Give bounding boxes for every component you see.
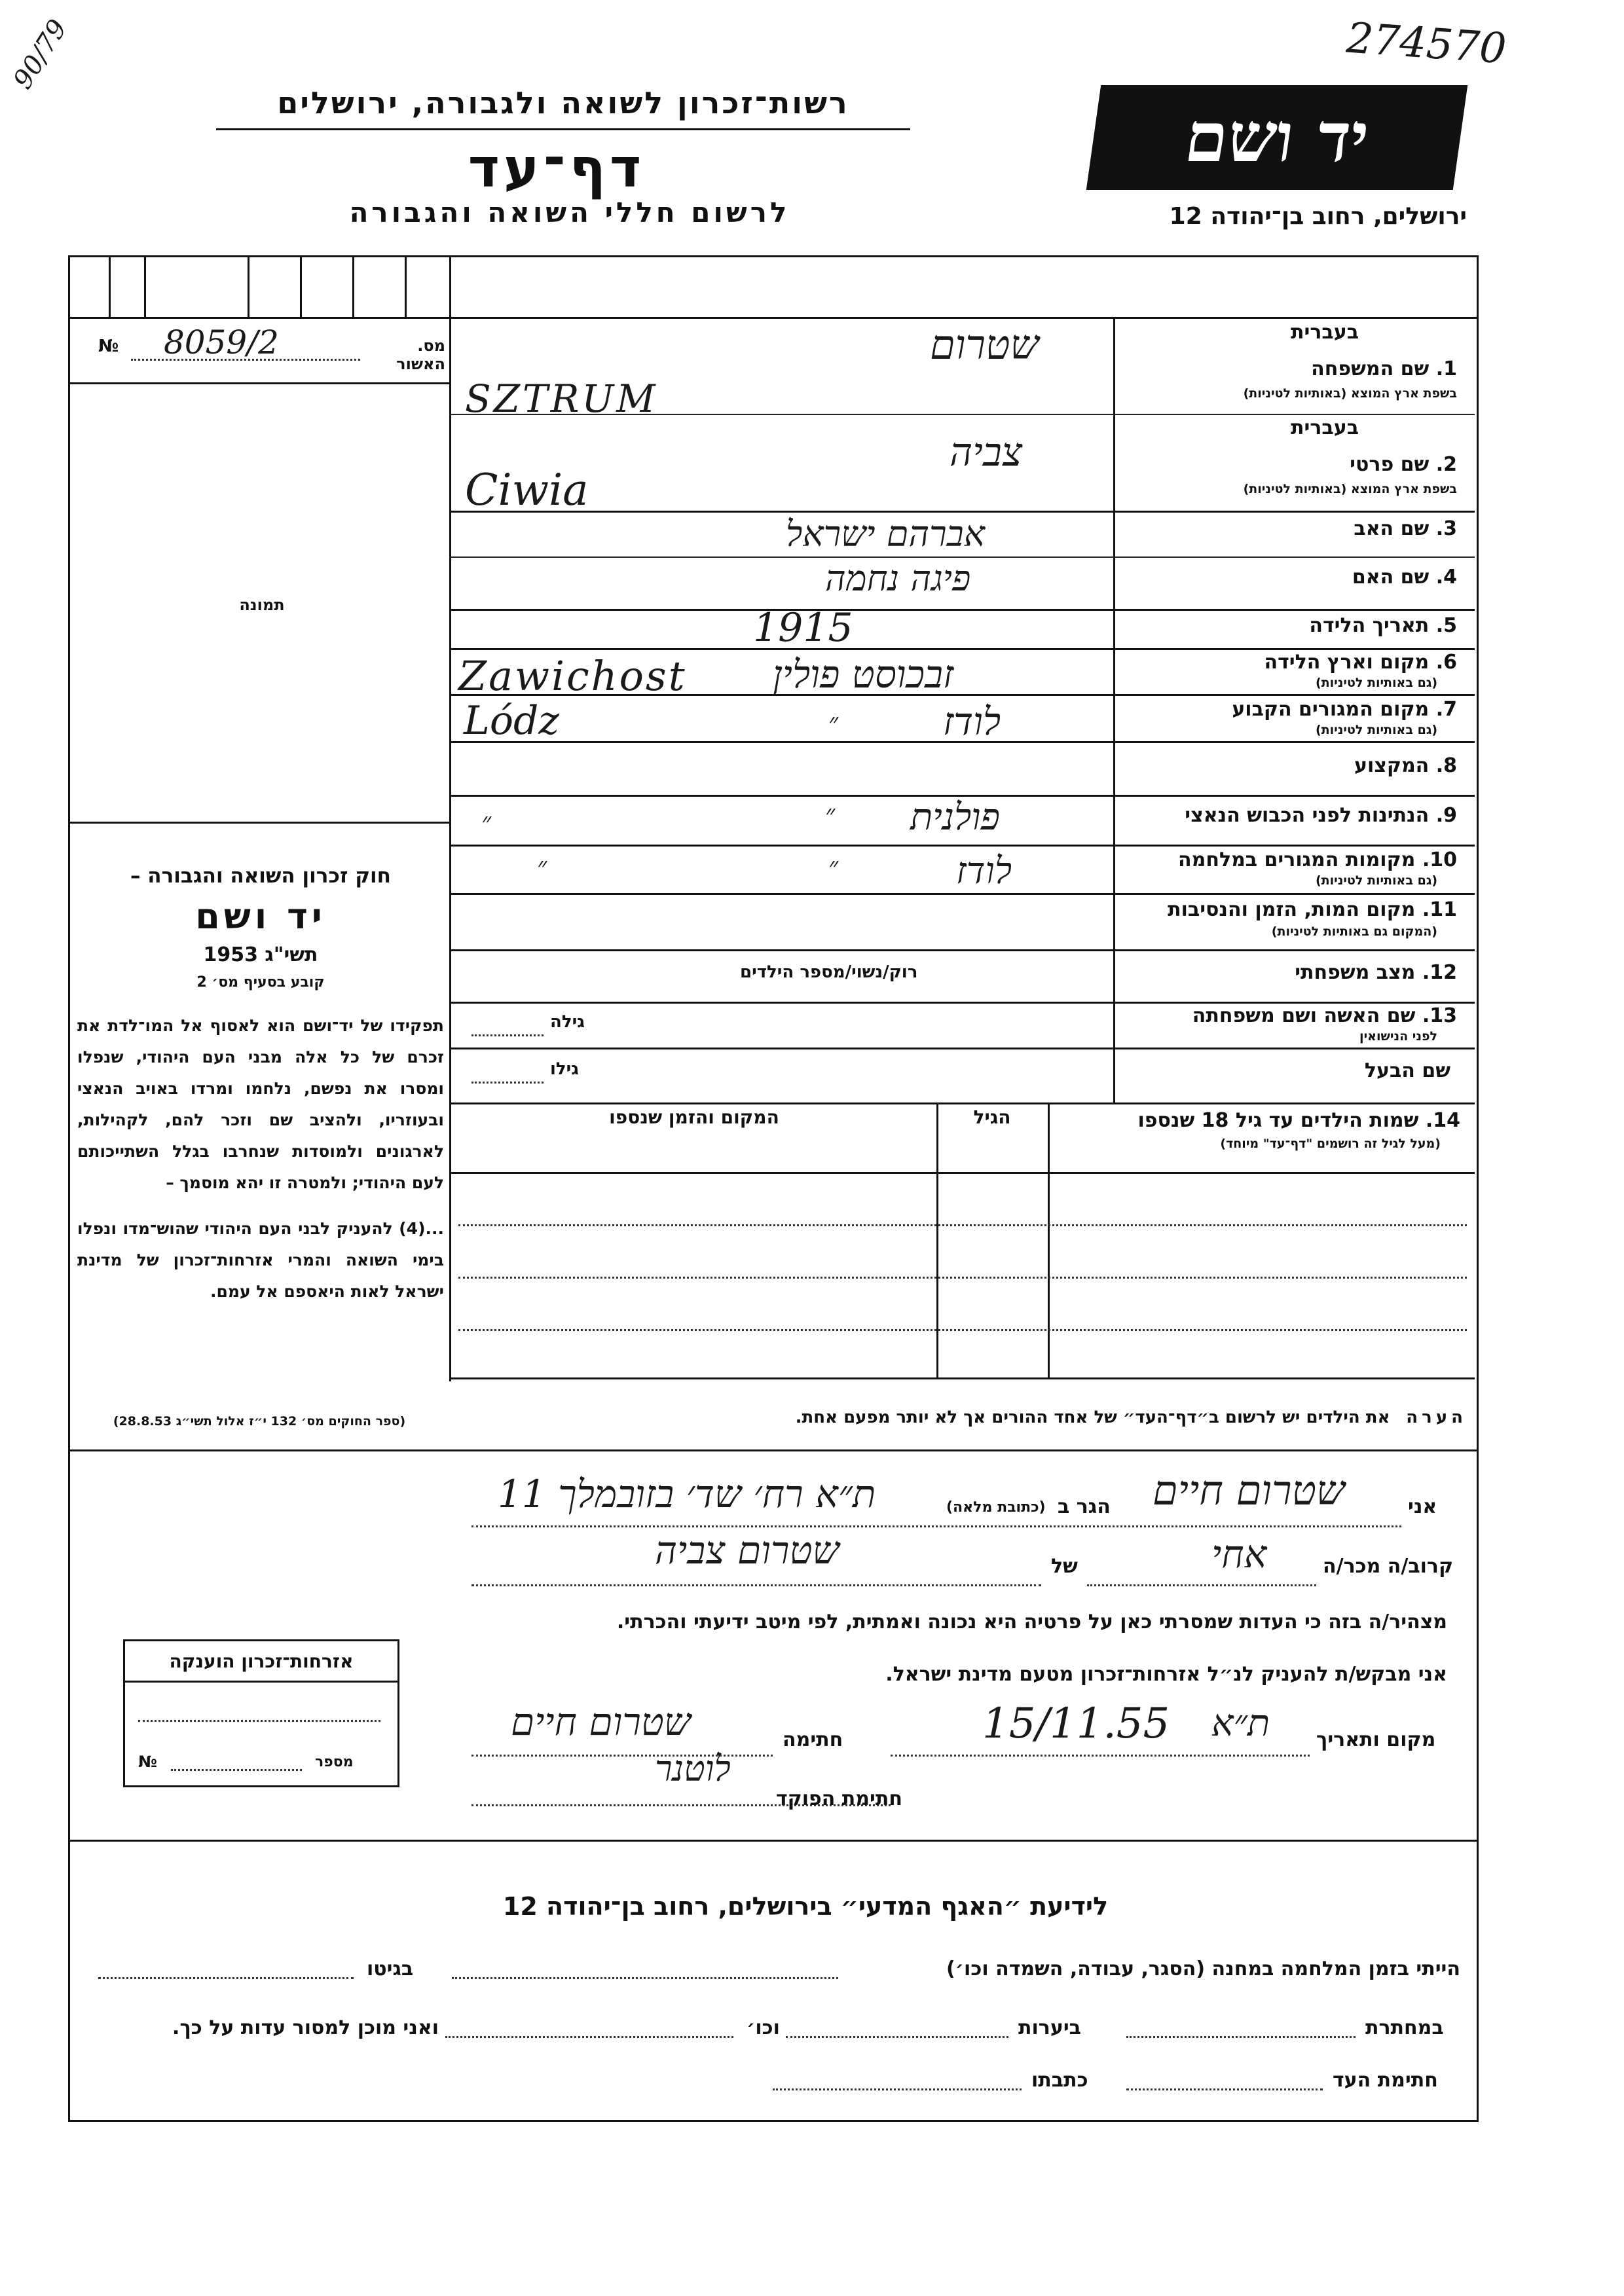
dept-forests: ביערות <box>1018 2016 1081 2039</box>
form-title: דף־עד <box>468 137 646 200</box>
field-9-ditto-2: ״ <box>481 807 492 837</box>
decl-request: אני מבקש/ת להעניק לנ״ל אזרחות־זכרון מטעם מדינת ישראל. <box>885 1663 1447 1686</box>
field-5-value: 1915 <box>753 605 853 651</box>
decl-signature-value: שטרום חיים <box>511 1700 691 1744</box>
field-7-latin-value: Lódz <box>464 698 559 744</box>
decl-of-value: שטרום צביה <box>655 1528 840 1573</box>
decl-relative: קרוב/ה מכר/ה <box>1323 1555 1454 1578</box>
approval-number-row <box>72 323 445 373</box>
field-13-sub: לפני הנישואין <box>1359 1029 1437 1044</box>
number-sign: № <box>98 337 119 356</box>
husband-age-label: גילו <box>550 1059 579 1079</box>
field-10-sub: (גם באותיות לטיניות) <box>1315 873 1437 888</box>
field-1-latin-value: SZTRUM <box>465 376 658 421</box>
official-signature-value: לוטנר <box>655 1748 731 1789</box>
dept-etc: וכו׳ <box>747 2016 780 2039</box>
law-name: יד ושם <box>195 896 326 937</box>
field-5-number: 5. <box>1435 614 1457 637</box>
decl-of: של <box>1051 1555 1078 1578</box>
decl-place-value: ת״א <box>1211 1702 1270 1745</box>
field-4-name: שם האם <box>1352 566 1430 589</box>
field-2-number: 2. <box>1435 453 1457 476</box>
dept-title: לידיעת ״האגף המדעי״ בירושלים, רחוב בן־יהודה 12 <box>502 1892 1109 1921</box>
citizenship-title: אזרחות־זכרון הוענקה <box>169 1650 354 1672</box>
note-row <box>458 1408 1467 1427</box>
authority-line: רשות־זכרון לשואה ולגבורה, ירושלים <box>277 85 849 120</box>
field-6-name: מקום וארץ הלידה <box>1264 651 1430 674</box>
field-10-ditto-2: ״ <box>537 852 547 882</box>
col-place-header: המקום והזמן שנספו <box>609 1106 779 1128</box>
field-9-number: 9. <box>1435 804 1457 827</box>
law-clause: ...(4) להעניק לבני העם היהודי שהוש־מדו ונפלו בימי השואה והמרי אזרחות־זכרון של מדינת ישראל לאות היאספם אל עמם. <box>77 1219 444 1301</box>
dept-underground: במחתרת <box>1365 2016 1444 2039</box>
field-7-ditto: ״ <box>828 708 839 738</box>
field-9-ditto-1: ״ <box>825 799 836 829</box>
decl-ani: אני <box>1408 1495 1437 1518</box>
field-2-sub: בשפת ארץ המוצא (באותיות לטיניות) <box>1243 482 1457 496</box>
decl-full-address: (כתובת מלאה) <box>946 1499 1046 1516</box>
field-11-name: מקום המות, הזמן והנסיבות <box>1168 898 1416 921</box>
field-14-sub: (מעל לגיל זה רושמים "דף־עד" מיוחד) <box>1220 1137 1441 1151</box>
law-year: תשי"ג 1953 <box>203 943 318 966</box>
form-subtitle: לרשום חללי השואה והגבורה <box>349 196 790 228</box>
decl-resides: הגר ב <box>1058 1495 1111 1518</box>
citizenship-number-label: מספר <box>315 1754 354 1770</box>
field-2-latin-value: Ciwia <box>465 465 589 515</box>
field-6-number: 6. <box>1435 651 1457 674</box>
field-12-label <box>1123 961 1457 984</box>
dept-line1-end: בגיטו <box>367 1958 414 1980</box>
org-address: ירושלים, רחוב בן־יהודה 12 <box>1169 203 1467 230</box>
field-12-name: מצב משפחתי <box>1295 961 1416 984</box>
field-3-value: אברהם ישראל <box>786 513 986 555</box>
field-1-sub: בשפת ארץ המוצא (באותיות לטיניות) <box>1243 386 1457 401</box>
field-13-number: 13. <box>1422 1004 1457 1027</box>
field-7-number: 7. <box>1435 698 1457 721</box>
field-14-name: שמות הילדים עד גיל 18 שנספו <box>1137 1109 1419 1132</box>
law-body: תפקידו של יד־ושם הוא לאסוף אל המו־לדת את זכרם של כל אלה מבני העם היהודי, שנפלו ומסרו את נפשם, נלחמו ומרדו באויב הנאצי ובעוזריו, ולהציב שם וזכר להם, לקהילות, לארגונים ולמוסדות שנחרבו בגלל השתייכותם לעם היהודי; ולמטרה זו יהא מוסמך – <box>77 1016 444 1192</box>
photo-label: תמונה <box>239 596 285 614</box>
field-13-age-label: גילה <box>550 1012 585 1032</box>
field-6-value: זבכוסט פולין <box>773 652 954 697</box>
field-5-label <box>1123 614 1457 637</box>
decl-date-value: 15/11.55 <box>982 1700 1170 1748</box>
law-block <box>77 864 444 1307</box>
citizenship-number-sign: № <box>138 1753 157 1771</box>
field-2-lang: בעברית <box>1291 416 1359 439</box>
field-4-label <box>1123 566 1457 589</box>
field-12-value: רוק/נשוי/מספר הילדים <box>740 962 918 982</box>
field-9-label <box>1123 804 1457 827</box>
field-11-sub: (המקום גם באותיות לטיניות) <box>1271 924 1437 939</box>
corner-scribble: 90/79 <box>7 14 73 95</box>
decl-relation-value: אחי <box>1211 1532 1267 1576</box>
law-title: חוק זכרון השואה והגבורה – <box>130 864 391 888</box>
field-5-name: תאריך הלידה <box>1309 614 1430 637</box>
field-4-number: 4. <box>1435 566 1457 589</box>
archive-number: 274570 <box>1344 14 1508 74</box>
decl-place-date-label: מקום ותאריך <box>1316 1728 1436 1751</box>
law-section: קובע בסעיף מס׳ 2 <box>196 974 325 991</box>
logo-text: יד ושם <box>1180 97 1375 177</box>
approval-label: מס. האשור <box>396 337 445 373</box>
field-10-name: מקומות המגורים במלחמה <box>1178 848 1416 871</box>
field-1-name: שם המשפחה <box>1311 357 1430 380</box>
field-10-ditto-1: ״ <box>828 852 839 882</box>
husband-label: שם הבעל <box>1364 1059 1450 1082</box>
decl-name: שטרום חיים <box>1153 1467 1345 1514</box>
field-3-name: שם האב <box>1354 517 1430 540</box>
field-6-sub: (גם באותיות לטיניות) <box>1315 676 1437 690</box>
field-10-number: 10. <box>1422 848 1457 871</box>
dept-address: כתבתו <box>1031 2069 1088 2092</box>
field-2-name: שם פרטי <box>1350 453 1430 476</box>
field-7-name: מקום המגורים הקבוע <box>1232 698 1430 721</box>
yad-vashem-logo <box>1086 85 1467 190</box>
decl-statement: מצהיר/ה בזה כי העדות שמסרתי כאן על פרטיה היא נכונה ואמתית, לפי מיטב ידיעתי והכרתי. <box>616 1611 1447 1633</box>
note-text: את הילדים יש לרשום ב״דף־העד״ של אחד ההורים אך לא יותר מפעם אחת. <box>795 1408 1390 1427</box>
field-8-label <box>1123 754 1457 777</box>
field-13-name: שם האשה ושם משפחתה <box>1192 1004 1416 1027</box>
field-9-name: הנתינות לפני הכבוש הנאצי <box>1185 804 1430 827</box>
field-1-number: 1. <box>1435 357 1457 380</box>
field-11-number: 11. <box>1422 898 1457 921</box>
field-1-lang: בעברית <box>1291 321 1359 344</box>
col-age-header: הגיל <box>973 1106 1011 1128</box>
field-2-hebrew-value: צביה <box>950 429 1023 475</box>
law-citation: (ספר החוקים מס׳ 132 י״ז אלול תשי״ג 28.8.53) <box>113 1414 406 1429</box>
dept-ready: ואני מוכן למסור עדות על כך. <box>172 2016 439 2039</box>
decl-address-value: ת״א רח׳ שד׳ בזובמלך 11 <box>498 1472 876 1516</box>
field-7-sub: (גם באותיות לטיניות) <box>1315 723 1437 737</box>
field-10-value: לודז <box>956 850 1012 892</box>
decl-signature-label: חתימה <box>783 1728 843 1751</box>
field-12-number: 12. <box>1422 961 1457 984</box>
official-signature-label: חתימת הפוקד <box>776 1787 902 1810</box>
note-label: הערה <box>1406 1408 1467 1427</box>
field-7-value: לודז <box>943 699 1001 744</box>
approval-number-value: 8059/2 <box>164 323 279 361</box>
dept-line1: הייתי בזמן המלחמה במחנה (הסגר, עבודה, השמדה וכו׳) <box>946 1958 1460 1980</box>
field-9-value: פולנית <box>910 796 1000 839</box>
citizenship-box <box>123 1639 399 1787</box>
dept-witness-signature: חתימת העד <box>1333 2069 1438 2092</box>
field-1-hebrew-value: שטרום <box>930 321 1039 369</box>
field-6-latin-value: Zawichost <box>458 652 687 700</box>
field-3-label <box>1123 517 1457 540</box>
field-14-number: 14. <box>1425 1109 1460 1132</box>
field-8-number: 8. <box>1435 754 1457 777</box>
field-4-value: פיגה נחמה <box>825 558 971 599</box>
field-3-number: 3. <box>1435 517 1457 540</box>
field-8-name: המקצוע <box>1354 754 1430 777</box>
